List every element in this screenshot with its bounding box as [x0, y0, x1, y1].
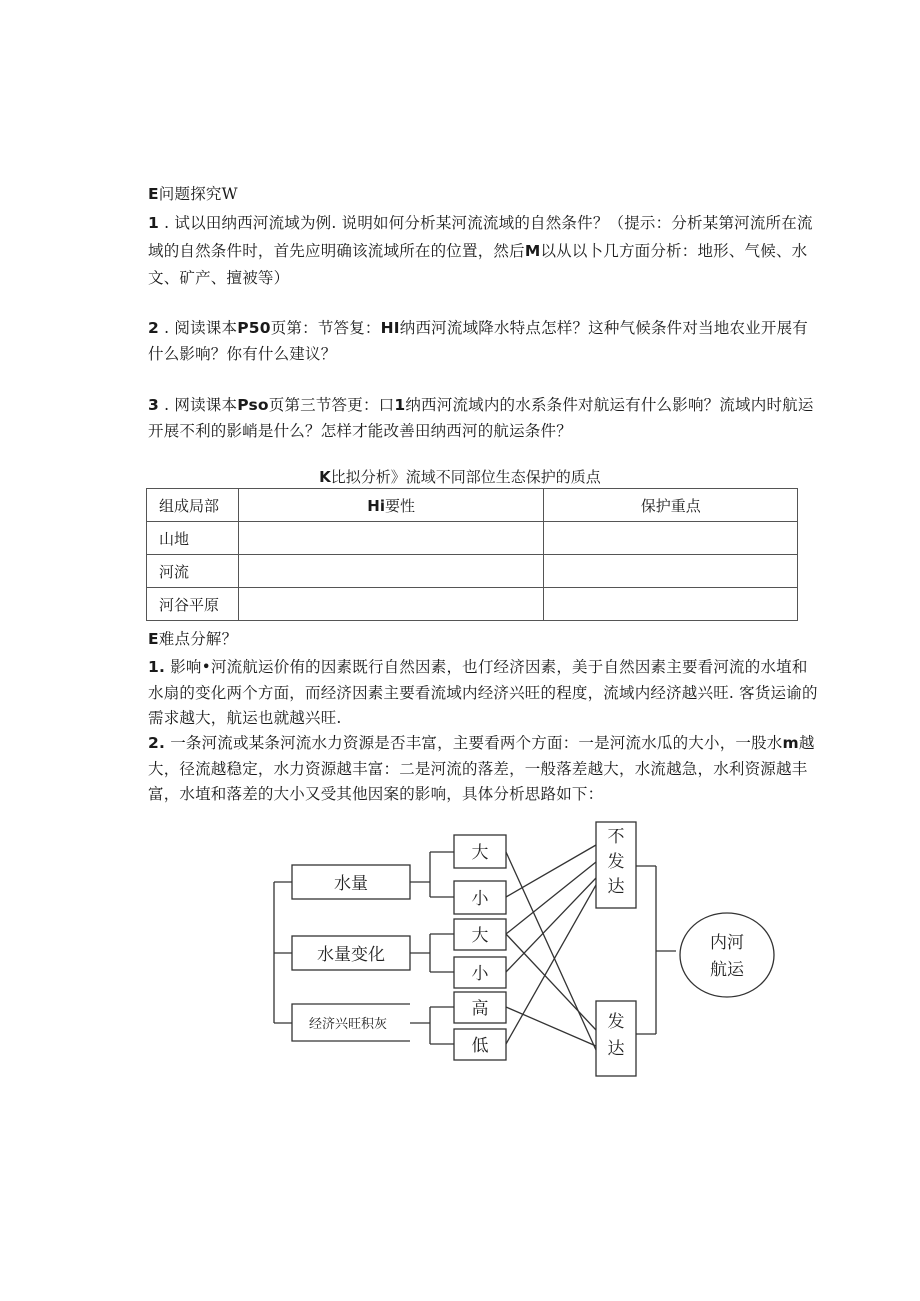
- paragraph-1-line-3: 需求越大，航运也就越兴旺.: [148, 709, 342, 727]
- paragraph-2-line-3: 富，水埴和落差的大小又受其他因案的影响，具体分析思路如下：: [148, 785, 604, 803]
- question-1-line-3: 文、矿产、擅被等）: [148, 269, 290, 287]
- section-heading-inquiry: E问题探究W: [148, 185, 238, 203]
- value-label: 小: [471, 889, 489, 909]
- cross-line-small-to-undeveloped: [506, 845, 596, 897]
- header-importance: Hi要性: [238, 489, 544, 522]
- question-2-line-2: 什么影响？你有什么建议？: [148, 345, 337, 363]
- row-label-mountain: 山地: [147, 522, 239, 555]
- question-1-line-1: 1 . 试以田纳西河流域为例. 说明如何分析某河流流域的自然条件？（提示：分析某第河流所在流: [148, 214, 813, 232]
- question-2-line-1: 2 . 阅读课本P50页第：节答复：HI纳西河流域降水特点怎样？这种气候条件对当地农业开展有: [148, 319, 808, 337]
- outcome-label: 发: [607, 852, 625, 872]
- value-label: 小: [471, 964, 489, 984]
- section-heading-difficulty: E难点分解？: [148, 630, 238, 648]
- result-ellipse: [680, 913, 774, 997]
- table-caption: K比拟分析》流域不同部位生态保护的质点: [319, 468, 601, 486]
- outcome-label: 达: [607, 877, 625, 897]
- factor-label: 水量变化: [317, 945, 385, 965]
- paragraph-2-line-2: 大，径流越稳定，水力资源越丰富：二是河流的落差，一般落差越大，水流越急，水利资源越丰: [148, 760, 808, 778]
- result-label: 内河: [710, 933, 744, 953]
- factor-label: 经济兴旺积灰: [308, 1017, 388, 1032]
- paragraph-2-line-1: 2. 一条河流或某条河流水力资源是否丰富，主要看两个方面：一是河流水瓜的大小，一股水m越: [148, 734, 815, 752]
- value-label: 大: [471, 843, 489, 863]
- row-label-river: 河流: [147, 555, 239, 588]
- question-3-line-2: 开展不利的影峭是什么？怎样才能改善田纳西河的航运条件？: [148, 422, 572, 440]
- value-label: 高: [471, 999, 489, 1019]
- cross-line-small-to-undeveloped: [506, 878, 596, 972]
- factor-label: 水量: [334, 874, 368, 894]
- paragraph-1-line-2: 水扇的变化两个方面，而经济因素主要看流域内经济兴旺的程度，流域内经济越兴旺. 客货运谕的: [148, 684, 818, 702]
- question-1-line-2: 域的自然条件时，首先应明确该流域所在的位置，然后M以从以卜几方面分析：地形、气候、水: [148, 242, 808, 260]
- row-label-valley-plain: 河谷平原: [147, 588, 239, 621]
- paragraph-1-line-1: 1. 影响•河流航运价侑的因素既行自然因素，也仃经济因素，美于自然因素主要看河流的水埴和: [148, 658, 808, 676]
- question-3-line-1: 3 . 网读课本Pso页第三节答更：口1纳西河流域内的水系条件对航运有什么影响？流域内时航运: [148, 396, 814, 414]
- outcome-label: 不: [607, 827, 625, 847]
- outcome-label: 达: [607, 1039, 625, 1059]
- result-label: 航运: [710, 960, 744, 980]
- value-label: 低: [471, 1036, 489, 1056]
- cross-line-high-to-developed: [506, 1007, 596, 1046]
- outcome-label: 发: [607, 1012, 625, 1032]
- cross-line-large-to-developed: [506, 934, 596, 1030]
- value-label: 大: [471, 926, 489, 946]
- cross-line-large-to-undeveloped: [506, 862, 596, 934]
- header-protection-focus: 保护重点: [544, 489, 798, 522]
- header-component: 组成局部: [147, 489, 239, 522]
